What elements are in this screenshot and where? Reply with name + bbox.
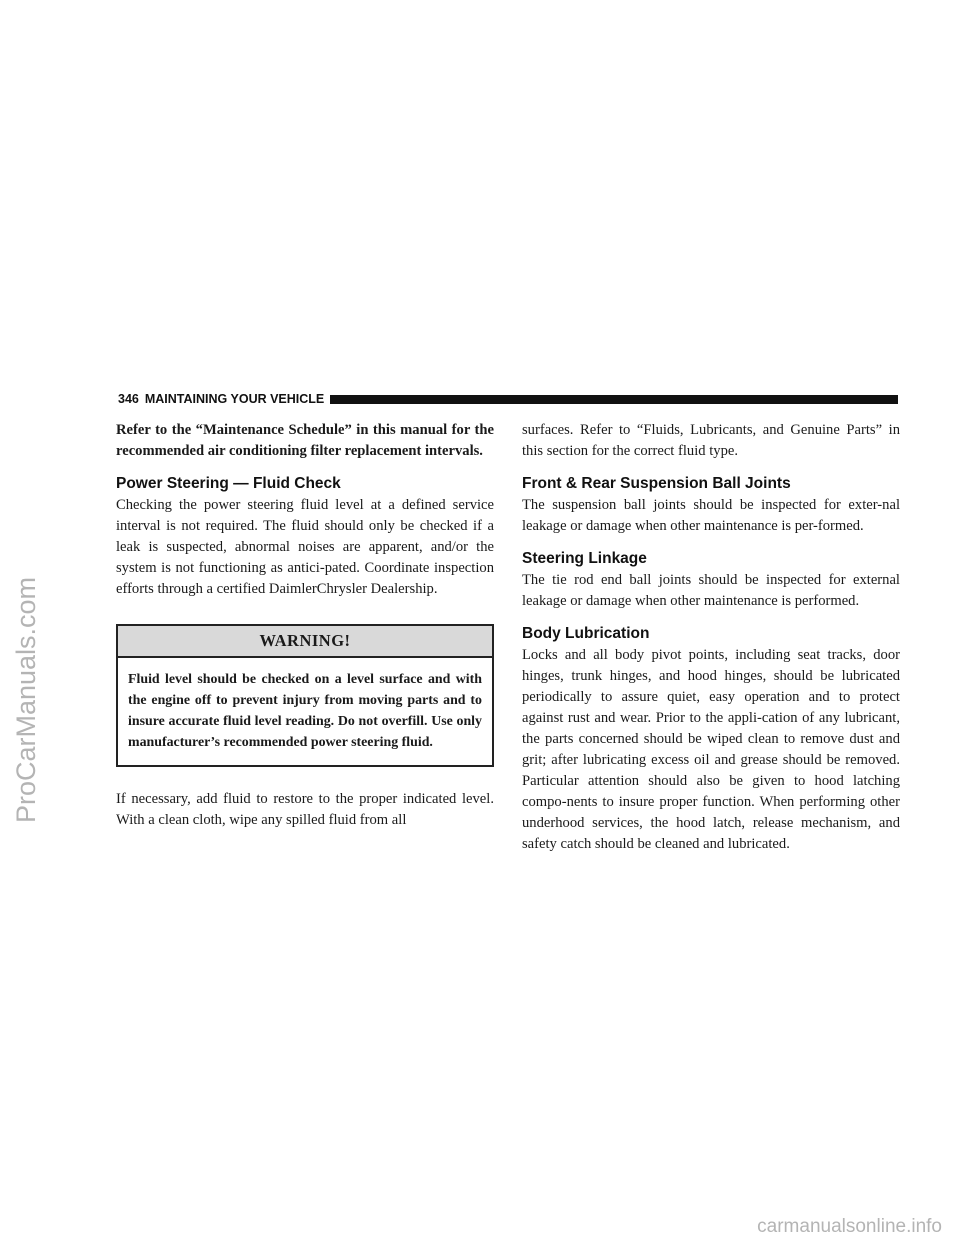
warning-body — [118, 658, 492, 765]
right-column — [522, 420, 900, 855]
warning-title: WARNING! — [118, 626, 492, 658]
side-watermark-text: ProCarManuals.com — [11, 576, 41, 824]
bottom-watermark: carmanualsonline.info — [757, 1216, 942, 1237]
page-number: 346 — [118, 392, 139, 406]
power-steering-body: Checking the power steering fluid level at a defined service interval is not required. The fluid should only be checked if a leak is suspected, abnormal noises are apparent, and/or the system is not functioning as antici-pated. Coordinate inspection efforts through a certified DaimlerChrysler Dealership. — [116, 497, 494, 597]
side-watermark — [6, 576, 46, 824]
ball-joints-body: The suspension ball joints should be inspected for exter-nal leakage or damage when other maintenance is per-formed. — [522, 497, 900, 534]
power-steering-heading: Power Steering — Fluid Check — [116, 475, 341, 492]
header-rule — [330, 395, 898, 404]
after-warning-paragraph: If necessary, add fluid to restore to the proper indicated level. With a clean cloth, wipe any spilled fluid from all — [116, 791, 494, 828]
page-header — [118, 391, 898, 407]
steering-linkage-heading: Steering Linkage — [522, 550, 647, 567]
warning-text: Fluid level should be checked on a level surface and with the engine off to prevent injury from moving parts and to insure accurate fluid level reading. Do not overfill. Use only manufacturer’s recommended power steering fluid. — [128, 672, 482, 750]
warning-box — [116, 624, 494, 767]
left-column — [116, 420, 494, 831]
body-lubrication-heading: Body Lubrication — [522, 625, 650, 642]
steering-linkage-body: The tie rod end ball joints should be inspected for external leakage or damage when other maintenance is performed. — [522, 572, 900, 609]
section-title: MAINTAINING YOUR VEHICLE — [144, 392, 325, 406]
body-lubrication-body: Locks and all body pivot points, including seat tracks, door hinges, trunk hinges, and hood hinges, should be lubricated periodically to assure quiet, easy operation and to protect against rust and wear. Prior to the appli-cation of any lubricant, the parts concerned should be wiped clean to remove dust and grit; after lubricating excess oil and grease should be removed. Particular attention should also be given to hood latching compo-nents to insure proper function. When performing other underhood services, the hood latch, release mechanism, and safety catch should be cleaned and lubricated. — [522, 647, 900, 852]
continuation-paragraph: surfaces. Refer to “Fluids, Lubricants, and Genuine Parts” in this section for the correct fluid type. — [522, 422, 900, 459]
ball-joints-heading: Front & Rear Suspension Ball Joints — [522, 475, 791, 492]
intro-paragraph: Refer to the “Maintenance Schedule” in this manual for the recommended air conditioning filter replacement intervals. — [116, 422, 494, 459]
